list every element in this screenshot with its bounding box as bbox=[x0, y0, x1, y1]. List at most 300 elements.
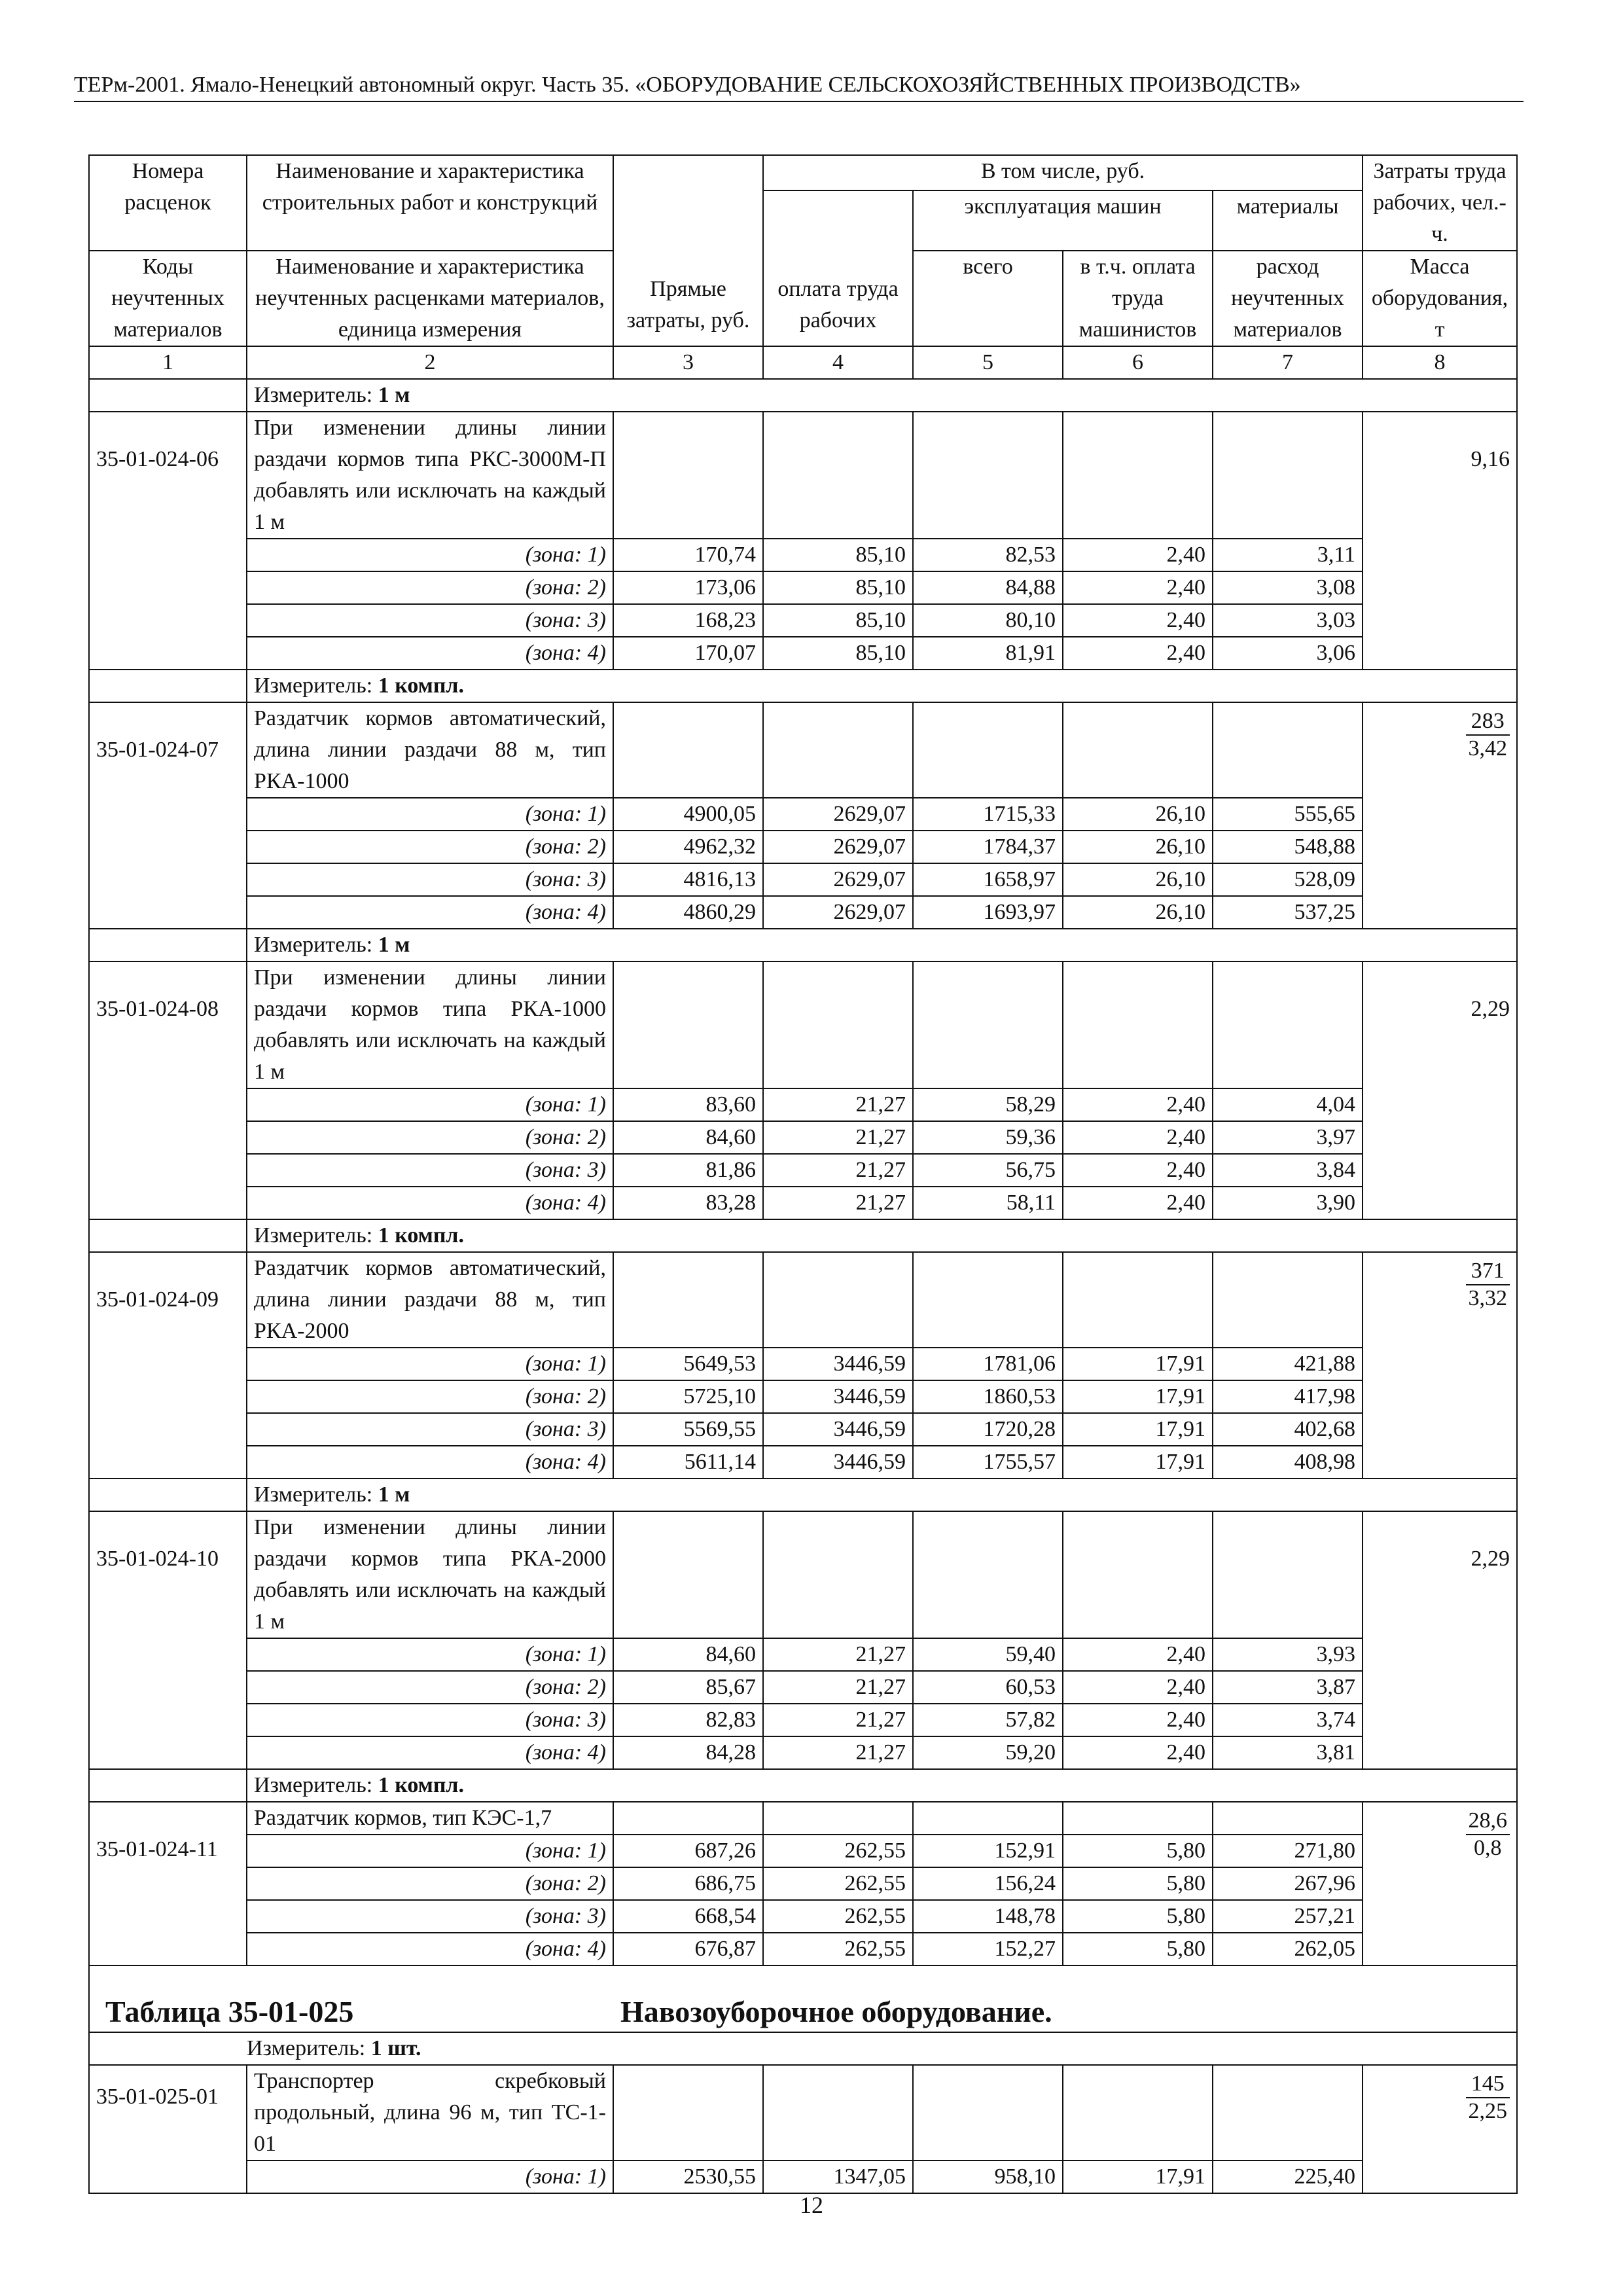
zone-row bbox=[89, 1088, 1517, 1121]
value-c7: 3,08 bbox=[1213, 571, 1363, 604]
zone-label: (зона: 1) bbox=[247, 1088, 613, 1121]
rate-description: Транспортер скребковый продольный, длина 96 м, тип ТС-1-01 bbox=[247, 2065, 613, 2161]
value-c3: 5725,10 bbox=[613, 1380, 763, 1413]
empty-cell bbox=[613, 1252, 763, 1348]
zone-row bbox=[89, 571, 1517, 604]
measure-cell bbox=[247, 1479, 1517, 1511]
zone-row bbox=[89, 1121, 1517, 1154]
empty-cell bbox=[913, 412, 1063, 539]
page-number: 12 bbox=[800, 2192, 823, 2218]
zone-row bbox=[89, 798, 1517, 831]
value-c6: 17,91 bbox=[1063, 1380, 1213, 1413]
mass-cell bbox=[1363, 1511, 1517, 1769]
zone-row bbox=[89, 1867, 1517, 1900]
labor-value: 371 bbox=[1466, 1258, 1510, 1285]
zone-label: (зона: 1) bbox=[247, 1638, 613, 1671]
rate-description: Раздатчик кормов автоматический, длина линии раздачи 88 м, тип РКА-1000 bbox=[247, 702, 613, 798]
value-c3: 85,67 bbox=[613, 1671, 763, 1704]
value-c3: 5569,55 bbox=[613, 1413, 763, 1446]
value-c6: 2,40 bbox=[1063, 1121, 1213, 1154]
header-machines: эксплуатация машин bbox=[913, 190, 1213, 251]
value-c6: 5,80 bbox=[1063, 1933, 1213, 1965]
value-c5: 80,10 bbox=[913, 604, 1063, 637]
table-title: Навозоуборочное оборудование. bbox=[620, 1995, 1052, 2028]
empty-cell bbox=[1213, 1511, 1363, 1638]
value-c3: 668,54 bbox=[613, 1900, 763, 1933]
measure-label: Измеритель: bbox=[247, 2036, 366, 2060]
zone-label: (зона: 2) bbox=[247, 1671, 613, 1704]
rate-row bbox=[89, 1511, 1517, 1638]
zone-label: (зона: 4) bbox=[247, 1736, 613, 1769]
value-c7: 267,96 bbox=[1213, 1867, 1363, 1900]
value-c3: 676,87 bbox=[613, 1933, 763, 1965]
value-c4: 21,27 bbox=[763, 1121, 913, 1154]
rate-code: 35-01-024-07 bbox=[89, 702, 247, 929]
rate-description: При изменении длины линии раздачи кормов типа РКС-3000М-П добавлять или исключать на каждый 1 м bbox=[247, 412, 613, 539]
rate-description: Раздатчик кормов, тип КЭС-1,7 bbox=[247, 1802, 613, 1835]
rate-code: 35-01-024-06 bbox=[89, 412, 247, 670]
zone-label: (зона: 1) bbox=[247, 539, 613, 571]
rate-description: При изменении длины линии раздачи кормов типа РКА-2000 добавлять или исключать на каждый 1 м bbox=[247, 1511, 613, 1638]
value-c6: 26,10 bbox=[1063, 896, 1213, 929]
mass-value: 3,42 bbox=[1468, 736, 1507, 761]
empty-cell bbox=[613, 2065, 763, 2161]
value-c3: 168,23 bbox=[613, 604, 763, 637]
measure-value: 1 м bbox=[378, 383, 410, 407]
zone-row bbox=[89, 1704, 1517, 1736]
zone-row bbox=[89, 896, 1517, 929]
empty-cell bbox=[1063, 1802, 1213, 1835]
mass-value: 3,32 bbox=[1468, 1286, 1507, 1310]
value-c3: 4860,29 bbox=[613, 896, 763, 929]
labor-value: 9,16 bbox=[1471, 447, 1510, 471]
value-c4: 21,27 bbox=[763, 1187, 913, 1219]
empty-cell bbox=[913, 1252, 1063, 1348]
zone-row bbox=[89, 1348, 1517, 1380]
empty-cell bbox=[613, 412, 763, 539]
measure-row bbox=[89, 1479, 1517, 1511]
empty-cell bbox=[1213, 1252, 1363, 1348]
measure-cell bbox=[247, 1219, 1517, 1252]
value-c6: 2,40 bbox=[1063, 1671, 1213, 1704]
measure-label: Измеритель: bbox=[254, 1223, 373, 1247]
value-c4: 3446,59 bbox=[763, 1348, 913, 1380]
value-c3: 2530,55 bbox=[613, 2161, 763, 2193]
zone-row bbox=[89, 1413, 1517, 1446]
value-c3: 4816,13 bbox=[613, 863, 763, 896]
measure-value: 1 м bbox=[378, 933, 410, 957]
value-c5: 59,36 bbox=[913, 1121, 1063, 1154]
value-c4: 262,55 bbox=[763, 1867, 913, 1900]
value-c7: 262,05 bbox=[1213, 1933, 1363, 1965]
empty-cell bbox=[763, 1802, 913, 1835]
measure-empty-cell bbox=[89, 379, 247, 412]
measure-value: 1 шт. bbox=[370, 2036, 421, 2060]
empty-cell bbox=[1063, 2065, 1213, 2161]
value-c4: 85,10 bbox=[763, 637, 913, 670]
value-c6: 5,80 bbox=[1063, 1867, 1213, 1900]
mass-fraction bbox=[1466, 1808, 1510, 1861]
value-c5: 156,24 bbox=[913, 1867, 1063, 1900]
value-c6: 5,80 bbox=[1063, 1900, 1213, 1933]
value-c3: 84,60 bbox=[613, 1638, 763, 1671]
empty-cell bbox=[913, 1802, 1063, 1835]
value-c4: 1347,05 bbox=[763, 2161, 913, 2193]
rate-code: 35-01-024-11 bbox=[89, 1802, 247, 1965]
mass-cell bbox=[1363, 2065, 1517, 2193]
value-c5: 148,78 bbox=[913, 1900, 1063, 1933]
rate-row bbox=[89, 1252, 1517, 1348]
value-c5: 1693,97 bbox=[913, 896, 1063, 929]
zone-label: (зона: 4) bbox=[247, 1187, 613, 1219]
empty-cell bbox=[613, 1802, 763, 1835]
value-c3: 83,28 bbox=[613, 1187, 763, 1219]
zone-label: (зона: 4) bbox=[247, 1446, 613, 1479]
value-c7: 3,84 bbox=[1213, 1154, 1363, 1187]
measure-row bbox=[89, 1219, 1517, 1252]
value-c3: 686,75 bbox=[613, 1867, 763, 1900]
value-c3: 5649,53 bbox=[613, 1348, 763, 1380]
zone-row bbox=[89, 1900, 1517, 1933]
value-c3: 84,60 bbox=[613, 1121, 763, 1154]
value-c7: 528,09 bbox=[1213, 863, 1363, 896]
value-c4: 21,27 bbox=[763, 1704, 913, 1736]
mass-fraction bbox=[1466, 708, 1510, 762]
value-c6: 26,10 bbox=[1063, 798, 1213, 831]
value-c5: 152,91 bbox=[913, 1835, 1063, 1867]
value-c3: 4900,05 bbox=[613, 798, 763, 831]
measure-row bbox=[89, 1769, 1517, 1802]
value-c7: 3,11 bbox=[1213, 539, 1363, 571]
measure-label: Измеритель: bbox=[254, 1482, 373, 1507]
empty-cell bbox=[1063, 702, 1213, 798]
empty-cell bbox=[1213, 702, 1363, 798]
value-c7: 548,88 bbox=[1213, 831, 1363, 863]
value-c5: 60,53 bbox=[913, 1671, 1063, 1704]
col-number: 1 bbox=[89, 346, 247, 379]
value-c6: 2,40 bbox=[1063, 637, 1213, 670]
rate-code: 35-01-024-09 bbox=[89, 1252, 247, 1479]
value-c4: 21,27 bbox=[763, 1088, 913, 1121]
value-c7: 4,04 bbox=[1213, 1088, 1363, 1121]
zone-label: (зона: 4) bbox=[247, 637, 613, 670]
value-c5: 58,11 bbox=[913, 1187, 1063, 1219]
empty-cell bbox=[1063, 1252, 1213, 1348]
value-c6: 2,40 bbox=[1063, 1088, 1213, 1121]
empty-cell bbox=[613, 961, 763, 1088]
empty-cell bbox=[1063, 961, 1213, 1088]
zone-label: (зона: 1) bbox=[247, 2161, 613, 2193]
empty-cell bbox=[763, 961, 913, 1088]
header-incl: В том числе, руб. bbox=[763, 155, 1363, 190]
measure-cell bbox=[247, 670, 1517, 702]
value-c7: 225,40 bbox=[1213, 2161, 1363, 2193]
value-c5: 57,82 bbox=[913, 1704, 1063, 1736]
value-c6: 2,40 bbox=[1063, 1638, 1213, 1671]
zone-row bbox=[89, 604, 1517, 637]
zone-row bbox=[89, 831, 1517, 863]
value-c4: 85,10 bbox=[763, 539, 913, 571]
value-c4: 21,27 bbox=[763, 1736, 913, 1769]
zone-label: (зона: 2) bbox=[247, 571, 613, 604]
column-numbers-row bbox=[89, 346, 1517, 379]
table-label: Таблица 35-01-025 bbox=[105, 1995, 354, 2028]
value-c4: 85,10 bbox=[763, 604, 913, 637]
value-c3: 170,07 bbox=[613, 637, 763, 670]
measure-row bbox=[89, 379, 1517, 412]
value-c5: 1720,28 bbox=[913, 1413, 1063, 1446]
value-c6: 2,40 bbox=[1063, 604, 1213, 637]
value-c4: 262,55 bbox=[763, 1933, 913, 1965]
value-c4: 21,27 bbox=[763, 1638, 913, 1671]
zone-label: (зона: 2) bbox=[247, 1380, 613, 1413]
zone-label: (зона: 1) bbox=[247, 798, 613, 831]
zone-label: (зона: 3) bbox=[247, 1900, 613, 1933]
value-c7: 537,25 bbox=[1213, 896, 1363, 929]
value-c4: 3446,59 bbox=[763, 1446, 913, 1479]
zone-label: (зона: 3) bbox=[247, 1704, 613, 1736]
labor-value: 2,29 bbox=[1471, 1547, 1510, 1571]
value-c6: 5,80 bbox=[1063, 1835, 1213, 1867]
value-c7: 3,90 bbox=[1213, 1187, 1363, 1219]
value-c5: 1715,33 bbox=[913, 798, 1063, 831]
header-c3: Прямые затраты, руб. bbox=[613, 155, 763, 346]
rate-row bbox=[89, 961, 1517, 1088]
zone-label: (зона: 1) bbox=[247, 1835, 613, 1867]
value-c5: 1755,57 bbox=[913, 1446, 1063, 1479]
value-c6: 2,40 bbox=[1063, 1187, 1213, 1219]
value-c6: 2,40 bbox=[1063, 1704, 1213, 1736]
value-c4: 262,55 bbox=[763, 1900, 913, 1933]
zone-label: (зона: 4) bbox=[247, 896, 613, 929]
empty-cell bbox=[763, 412, 913, 539]
empty-cell bbox=[613, 1511, 763, 1638]
value-c6: 2,40 bbox=[1063, 1736, 1213, 1769]
labor-value: 28,6 bbox=[1466, 1808, 1510, 1835]
zone-row bbox=[89, 1671, 1517, 1704]
value-c3: 5611,14 bbox=[613, 1446, 763, 1479]
zone-label: (зона: 3) bbox=[247, 1154, 613, 1187]
value-c6: 2,40 bbox=[1063, 539, 1213, 571]
labor-value: 2,29 bbox=[1471, 997, 1510, 1021]
rate-code: 35-01-024-08 bbox=[89, 961, 247, 1219]
value-c7: 3,93 bbox=[1213, 1638, 1363, 1671]
empty-cell bbox=[763, 1252, 913, 1348]
zone-row bbox=[89, 1933, 1517, 1965]
value-c7: 3,74 bbox=[1213, 1704, 1363, 1736]
value-c7: 3,06 bbox=[1213, 637, 1363, 670]
empty-cell bbox=[613, 702, 763, 798]
mass-value: 0,8 bbox=[1474, 1836, 1502, 1860]
empty-cell bbox=[1063, 412, 1213, 539]
header-c2a: Наименование и характеристика строительных работ и конструкций bbox=[247, 155, 613, 251]
value-c6: 17,91 bbox=[1063, 2161, 1213, 2193]
col-number: 2 bbox=[247, 346, 613, 379]
mass-cell bbox=[1363, 412, 1517, 670]
header-c6: в т.ч. оплата труда машинистов bbox=[1063, 251, 1213, 346]
empty-cell bbox=[913, 2065, 1063, 2161]
measure-label: Измеритель: bbox=[254, 1773, 373, 1797]
rate-row bbox=[89, 702, 1517, 798]
value-c7: 408,98 bbox=[1213, 1446, 1363, 1479]
zone-row bbox=[89, 637, 1517, 670]
value-c5: 82,53 bbox=[913, 539, 1063, 571]
zone-label: (зона: 2) bbox=[247, 1867, 613, 1900]
measure-cell bbox=[247, 929, 1517, 961]
measure-label: Измеритель: bbox=[254, 933, 373, 957]
col-number: 8 bbox=[1363, 346, 1517, 379]
value-c5: 59,40 bbox=[913, 1638, 1063, 1671]
empty-cell bbox=[1213, 2065, 1363, 2161]
value-c5: 56,75 bbox=[913, 1154, 1063, 1187]
measure-row bbox=[89, 670, 1517, 702]
value-c5: 1860,53 bbox=[913, 1380, 1063, 1413]
empty-cell bbox=[1063, 1511, 1213, 1638]
empty-cell bbox=[1213, 1802, 1363, 1835]
value-c7: 257,21 bbox=[1213, 1900, 1363, 1933]
measure-cell bbox=[247, 2032, 1517, 2065]
zone-label: (зона: 3) bbox=[247, 604, 613, 637]
value-c7: 3,87 bbox=[1213, 1671, 1363, 1704]
value-c4: 21,27 bbox=[763, 1671, 913, 1704]
value-c5: 958,10 bbox=[913, 2161, 1063, 2193]
value-c5: 59,20 bbox=[913, 1736, 1063, 1769]
measure-empty-cell bbox=[89, 1769, 247, 1802]
value-c3: 84,28 bbox=[613, 1736, 763, 1769]
measure-empty-cell bbox=[89, 670, 247, 702]
header-c8b: Масса оборудования, т bbox=[1363, 251, 1517, 346]
col-number: 3 bbox=[613, 346, 763, 379]
zone-row bbox=[89, 2161, 1517, 2193]
measure-empty-cell bbox=[89, 1219, 247, 1252]
zone-label: (зона: 2) bbox=[247, 1121, 613, 1154]
zone-row bbox=[89, 1154, 1517, 1187]
table-title-row bbox=[89, 1965, 1517, 2032]
zone-row bbox=[89, 1736, 1517, 1769]
value-c4: 2629,07 bbox=[763, 831, 913, 863]
measure-label: Измеритель: bbox=[254, 673, 373, 698]
measure-row bbox=[89, 2032, 1517, 2065]
header-c5: всего bbox=[913, 251, 1063, 346]
measure-empty-cell bbox=[89, 2032, 247, 2065]
empty-cell bbox=[913, 961, 1063, 1088]
value-c4: 21,27 bbox=[763, 1154, 913, 1187]
col-number: 6 bbox=[1063, 346, 1213, 379]
measure-cell bbox=[247, 379, 1517, 412]
value-c5: 1784,37 bbox=[913, 831, 1063, 863]
value-c7: 3,97 bbox=[1213, 1121, 1363, 1154]
value-c6: 17,91 bbox=[1063, 1413, 1213, 1446]
value-c6: 2,40 bbox=[1063, 1154, 1213, 1187]
measure-value: 1 м bbox=[378, 1482, 410, 1507]
measure-row bbox=[89, 929, 1517, 961]
rate-row bbox=[89, 1802, 1517, 1835]
col-number: 5 bbox=[913, 346, 1063, 379]
zone-label: (зона: 4) bbox=[247, 1933, 613, 1965]
value-c7: 417,98 bbox=[1213, 1380, 1363, 1413]
header-c4: оплата труда рабочих bbox=[763, 190, 913, 346]
value-c4: 2629,07 bbox=[763, 798, 913, 831]
zone-label: (зона: 3) bbox=[247, 1413, 613, 1446]
page-header: ТЕРм-2001. Ямало-Ненецкий автономный округ. Часть 35. «ОБОРУДОВАНИЕ СЕЛЬСКОХОЗЯЙСТВЕННЫХ ПРОИЗВОДСТВ» bbox=[74, 71, 1524, 102]
zone-row bbox=[89, 1187, 1517, 1219]
mass-fraction bbox=[1466, 1258, 1510, 1312]
value-c7: 421,88 bbox=[1213, 1348, 1363, 1380]
header-c2b: Наименование и характеристика неучтенных расценками материалов, единица измерения bbox=[247, 251, 613, 346]
zone-row bbox=[89, 863, 1517, 896]
zone-row bbox=[89, 539, 1517, 571]
empty-cell bbox=[763, 2065, 913, 2161]
zone-row bbox=[89, 1835, 1517, 1867]
empty-cell bbox=[763, 1511, 913, 1638]
header-c1b: Коды неучтенных материалов bbox=[89, 251, 247, 346]
value-c4: 2629,07 bbox=[763, 863, 913, 896]
value-c6: 17,91 bbox=[1063, 1348, 1213, 1380]
measure-empty-cell bbox=[89, 1479, 247, 1511]
value-c3: 4962,32 bbox=[613, 831, 763, 863]
zone-label: (зона: 1) bbox=[247, 1348, 613, 1380]
zone-row bbox=[89, 1380, 1517, 1413]
measure-cell bbox=[247, 1769, 1517, 1802]
measure-value: 1 компл. bbox=[378, 1773, 465, 1797]
mass-cell bbox=[1363, 1802, 1517, 1965]
header-materials: материалы bbox=[1213, 190, 1363, 251]
price-table bbox=[88, 154, 1518, 2194]
measure-label: Измеритель: bbox=[254, 383, 373, 407]
value-c3: 173,06 bbox=[613, 571, 763, 604]
mass-value: 2,25 bbox=[1468, 2099, 1507, 2123]
empty-cell bbox=[763, 702, 913, 798]
value-c3: 170,74 bbox=[613, 539, 763, 571]
value-c7: 271,80 bbox=[1213, 1835, 1363, 1867]
value-c5: 81,91 bbox=[913, 637, 1063, 670]
value-c7: 3,03 bbox=[1213, 604, 1363, 637]
value-c5: 1781,06 bbox=[913, 1348, 1063, 1380]
empty-cell bbox=[1213, 961, 1363, 1088]
value-c5: 84,88 bbox=[913, 571, 1063, 604]
zone-label: (зона: 3) bbox=[247, 863, 613, 896]
value-c3: 82,83 bbox=[613, 1704, 763, 1736]
col-number: 7 bbox=[1213, 346, 1363, 379]
value-c4: 85,10 bbox=[763, 571, 913, 604]
rate-row bbox=[89, 2065, 1517, 2161]
value-c6: 26,10 bbox=[1063, 831, 1213, 863]
value-c6: 26,10 bbox=[1063, 863, 1213, 896]
table-title-cell bbox=[89, 1965, 1517, 2032]
empty-cell bbox=[913, 1511, 1063, 1638]
value-c5: 58,29 bbox=[913, 1088, 1063, 1121]
value-c4: 2629,07 bbox=[763, 896, 913, 929]
rate-code: 35-01-024-10 bbox=[89, 1511, 247, 1769]
header-c8a: Затраты труда рабочих, чел.-ч. bbox=[1363, 155, 1517, 251]
mass-cell bbox=[1363, 702, 1517, 929]
labor-value: 145 bbox=[1466, 2071, 1510, 2098]
value-c3: 83,60 bbox=[613, 1088, 763, 1121]
value-c4: 3446,59 bbox=[763, 1380, 913, 1413]
mass-cell bbox=[1363, 961, 1517, 1219]
measure-value: 1 компл. bbox=[378, 1223, 465, 1247]
header-c1a: Номера расценок bbox=[89, 155, 247, 251]
value-c3: 687,26 bbox=[613, 1835, 763, 1867]
mass-fraction bbox=[1466, 2071, 1510, 2125]
rate-description: Раздатчик кормов автоматический, длина линии раздачи 88 м, тип РКА-2000 bbox=[247, 1252, 613, 1348]
value-c5: 1658,97 bbox=[913, 863, 1063, 896]
measure-value: 1 компл. bbox=[378, 673, 465, 698]
value-c3: 81,86 bbox=[613, 1154, 763, 1187]
labor-value: 283 bbox=[1466, 708, 1510, 736]
empty-cell bbox=[913, 702, 1063, 798]
empty-cell bbox=[1213, 412, 1363, 539]
